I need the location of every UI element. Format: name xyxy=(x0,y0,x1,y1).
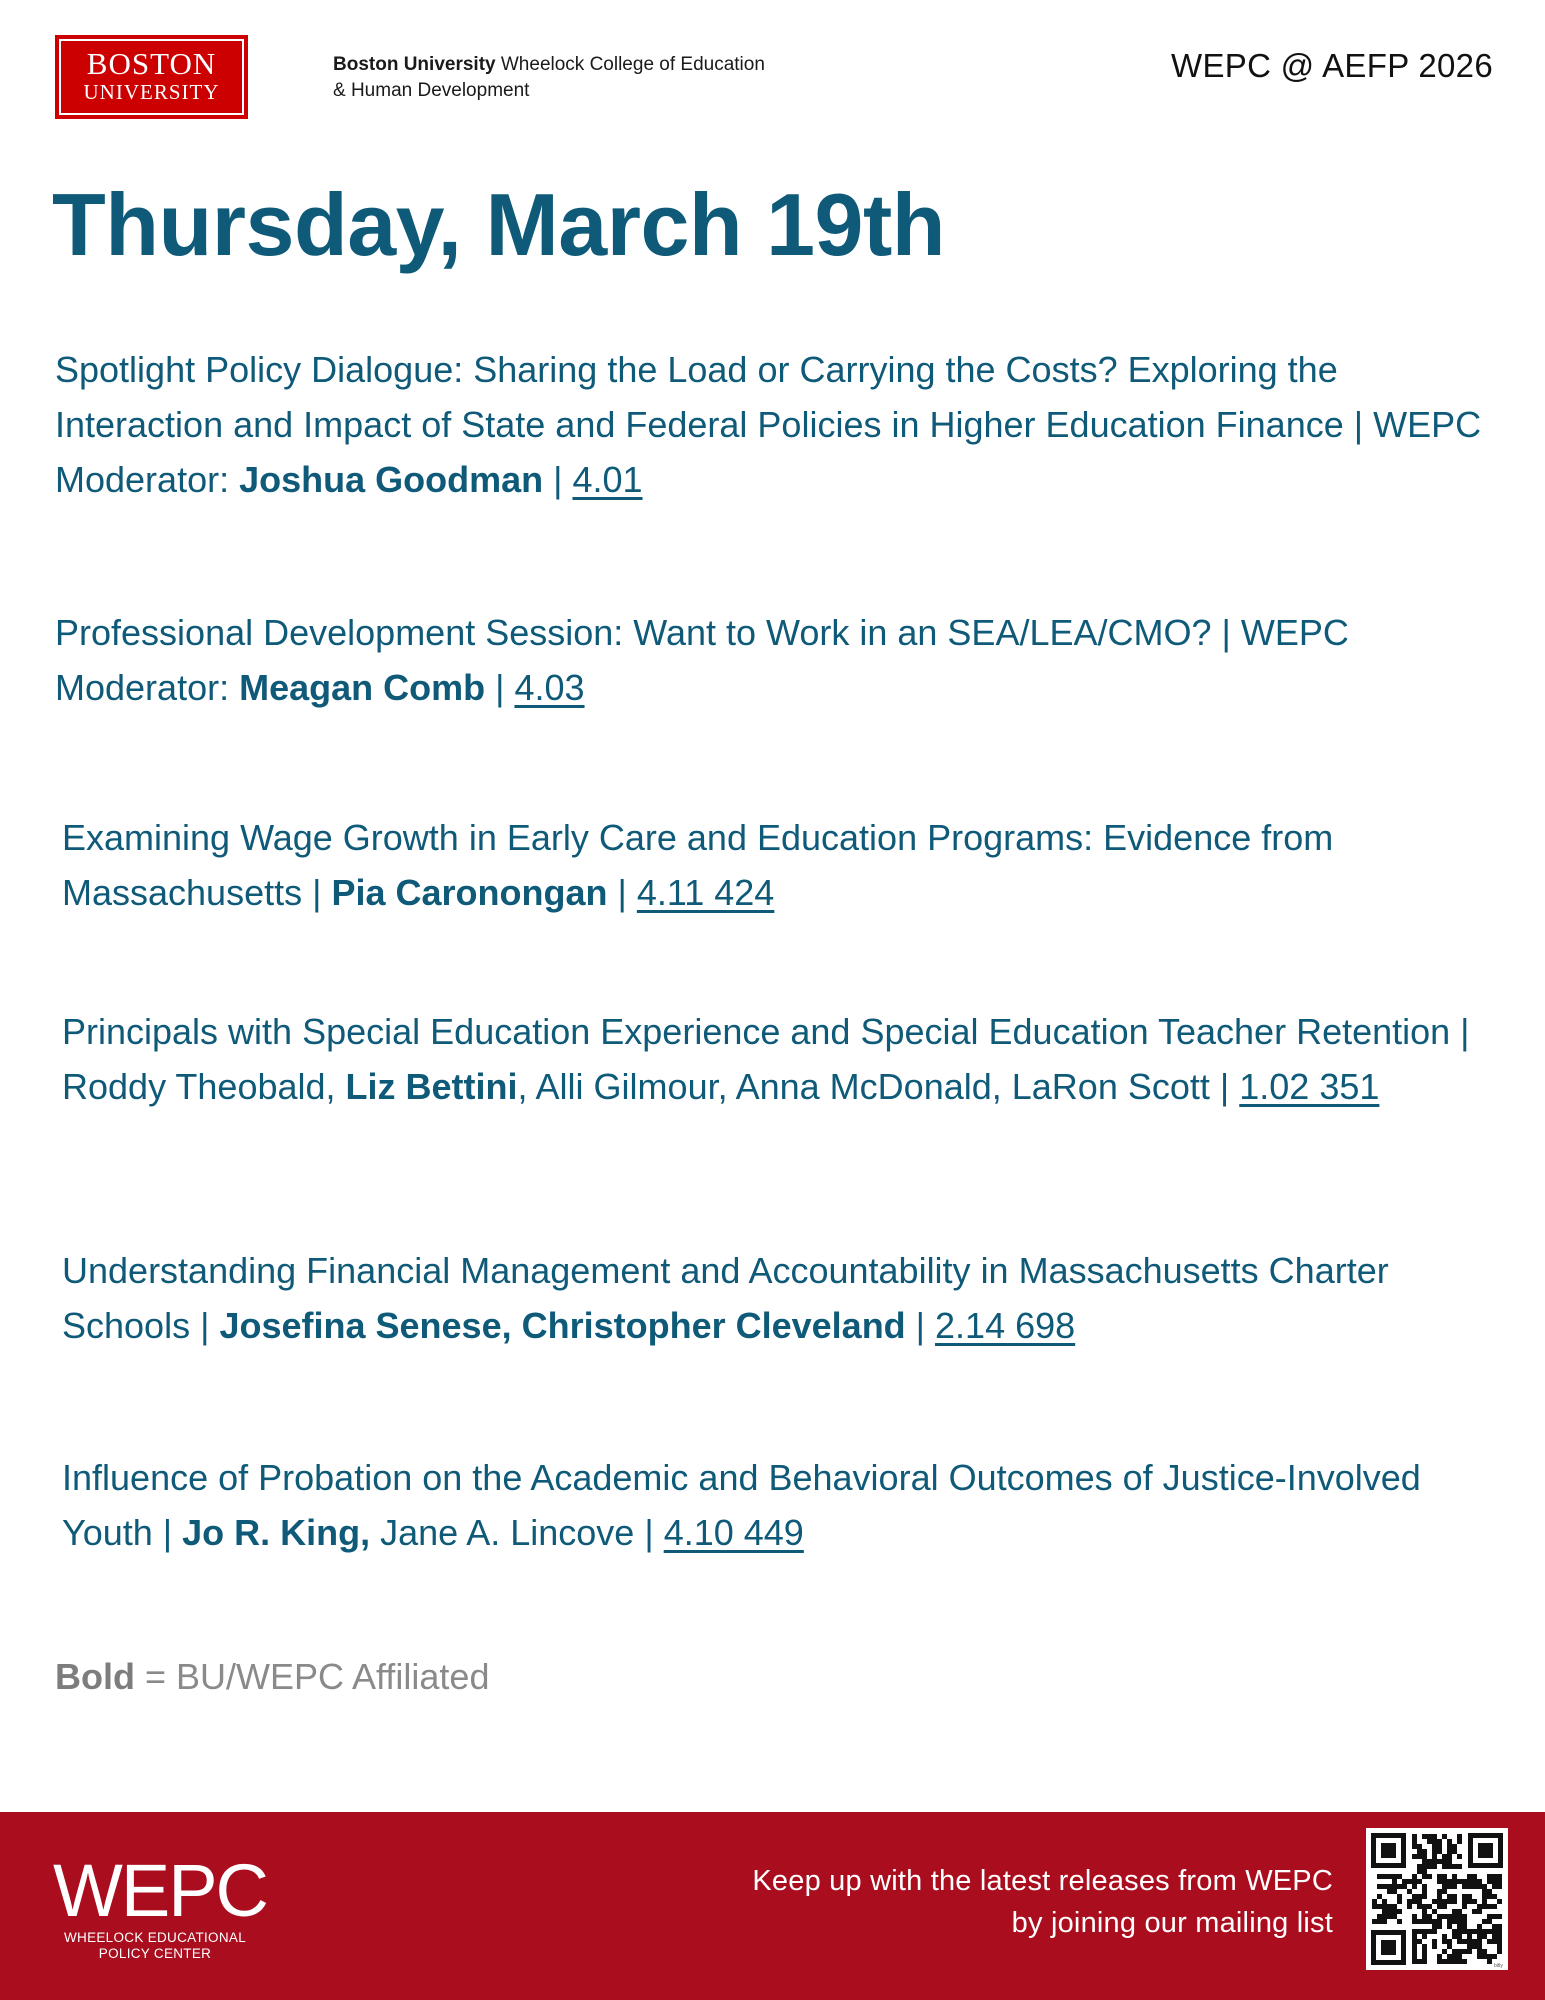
logo-text-line1: BOSTON xyxy=(86,46,217,81)
session-item xyxy=(62,1243,1502,1353)
mailing-list-message xyxy=(752,1860,1333,1944)
session-separator: | xyxy=(543,459,573,500)
college-name-line2: & Human Development xyxy=(333,80,530,101)
boston-university-logo[interactable] xyxy=(55,35,248,119)
session-separator: | xyxy=(905,1305,936,1346)
session-title: Influence of Probation on the Academic and Behavioral Outcomes of Justice-Involved Youth | xyxy=(62,1457,1421,1553)
wepc-subtitle-line1: WHEELOCK EDUCATIONAL xyxy=(63,1930,247,1945)
session-title: Understanding Financial Management and Accountability in Massachusetts Charter Schools | xyxy=(62,1250,1389,1346)
legend-description: = BU/WEPC Affiliated xyxy=(134,1656,490,1697)
page-title: Thursday, March 19th xyxy=(52,175,946,274)
boston-university-logo-frame xyxy=(59,39,244,115)
event-tag: WEPC @ AEFP 2026 xyxy=(1171,47,1493,84)
session-presenter-affiliated: Meagan Comb xyxy=(239,667,486,708)
session-presenter-affiliated: Pia Caronongan xyxy=(331,872,608,913)
session-presenter-affiliated: Joshua Goodman xyxy=(239,459,544,500)
wepc-logo[interactable] xyxy=(53,1849,267,1962)
session-separator: | xyxy=(485,667,515,708)
session-room-link[interactable]: 4.03 xyxy=(514,667,585,708)
qr-caption: bitly xyxy=(1494,1963,1503,1969)
page-footer xyxy=(0,1812,1545,2000)
session-title: Principals with Special Education Experience and Special Education Teacher Retention | Roddy Theobald, xyxy=(62,1011,1470,1107)
page-header xyxy=(0,0,1545,140)
college-name xyxy=(333,52,853,104)
session-presenter-affiliated: Liz Bettini xyxy=(345,1066,518,1107)
college-name-university: Boston University xyxy=(333,54,496,75)
session-coauthors: , Alli Gilmour, Anna McDonald, LaRon Scott | xyxy=(517,1066,1240,1107)
session-room-link[interactable]: 2.14 698 xyxy=(935,1305,1076,1346)
session-title: Professional Development Session: Want to Work in an SEA/LEA/CMO? | WEPC Moderator: xyxy=(55,612,1349,708)
session-presenter-affiliated: Josefina Senese, Christopher Cleveland xyxy=(219,1305,906,1346)
logo-text-line2: UNIVERSITY xyxy=(83,80,220,104)
session-item xyxy=(55,605,1495,715)
session-room-link[interactable]: 1.02 351 xyxy=(1239,1066,1380,1107)
college-name-school: Wheelock College of Education xyxy=(495,54,765,75)
wepc-subtitle-line2: POLICY CENTER xyxy=(98,1946,212,1961)
session-title: Spotlight Policy Dialogue: Sharing the Load or Carrying the Costs? Exploring the Interaction and Impact of State and Federal Policies in Higher Education Finance | WEPC Moderator: xyxy=(55,349,1482,500)
session-item xyxy=(62,1004,1502,1114)
session-room-link[interactable]: 4.01 xyxy=(572,459,643,500)
session-item xyxy=(62,810,1502,920)
affiliation-legend xyxy=(55,1656,489,1698)
session-coauthors: Jane A. Lincove | xyxy=(370,1512,664,1553)
wepc-logo-mark: WEPC xyxy=(53,1849,267,1932)
session-presenter-affiliated: Jo R. King, xyxy=(182,1512,371,1553)
qr-code-graphic xyxy=(1366,1828,1508,1970)
session-title: Examining Wage Growth in Early Care and Education Programs: Evidence from Massachusetts | xyxy=(62,817,1334,913)
session-separator: | xyxy=(607,872,637,913)
mailing-line2: by joining our mailing list xyxy=(1011,1907,1333,1939)
wepc-logo-subtitle xyxy=(53,1930,257,1962)
session-item xyxy=(55,342,1495,507)
session-room-link[interactable]: 4.10 449 xyxy=(663,1512,804,1553)
legend-bold-label: Bold xyxy=(55,1656,135,1697)
qr-code-icon[interactable] xyxy=(1366,1828,1508,1970)
session-room-link[interactable]: 4.11 424 xyxy=(636,872,775,913)
mailing-line1: Keep up with the latest releases from WEPC xyxy=(752,1865,1333,1897)
session-item xyxy=(62,1450,1502,1560)
